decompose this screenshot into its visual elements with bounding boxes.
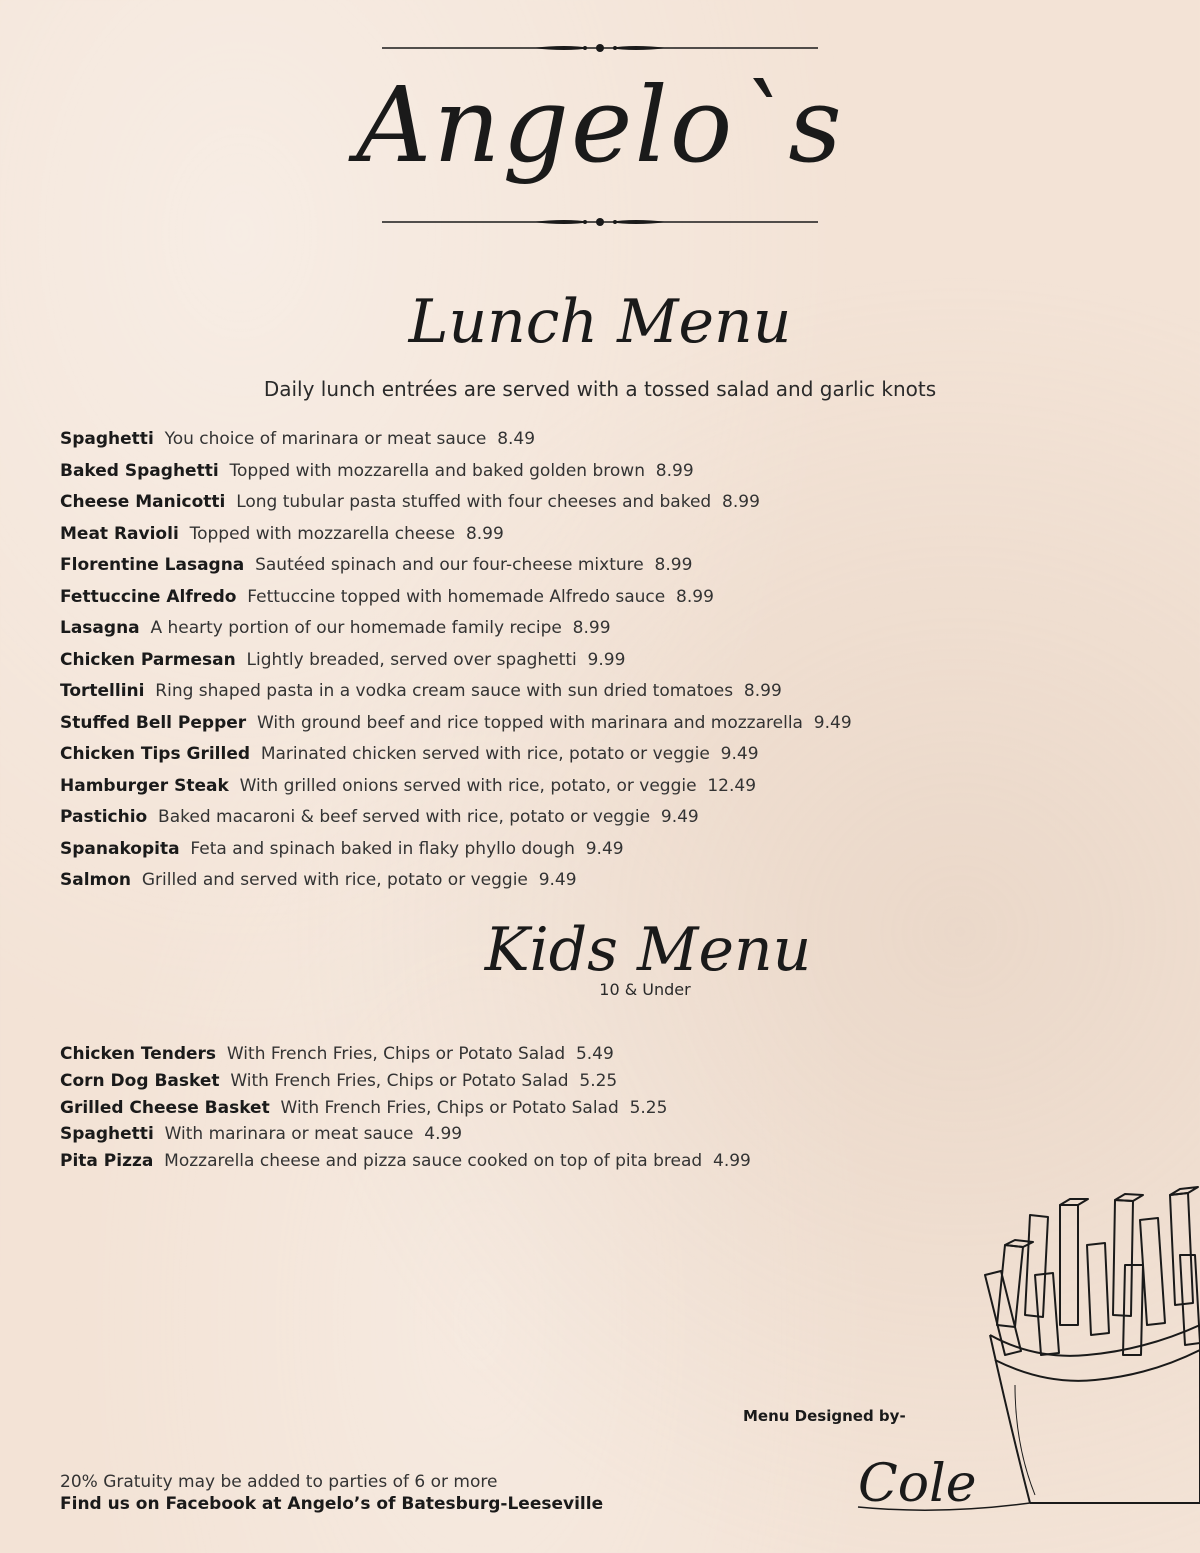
menu-item-price: 8.99 [572, 618, 611, 638]
lunch-menu-subtitle: Daily lunch entrées are served with a tossed salad and garlic knots [263, 377, 937, 401]
ornamental-rule-bottom-icon [382, 212, 818, 232]
menu-item-price: 9.99 [587, 649, 626, 670]
menu-item-description: Fettuccine topped with homemade Alfredo sauce [247, 586, 666, 607]
menu-item-price: 8.99 [676, 586, 714, 607]
kids-menu-title: Kids Menu [484, 915, 812, 985]
menu-item-price: 4.99 [713, 1151, 751, 1172]
menu-item-price: 4.99 [424, 1124, 463, 1145]
menu-item-description: Topped with mozzarella cheese [189, 523, 456, 544]
menu-item-description: Long tubular pasta stuffed with four cheeses and baked [236, 492, 712, 512]
menu-item-description: With marinara or meat sauce [164, 1124, 414, 1145]
menu-item [60, 552, 1060, 584]
menu-item-description: Baked macaroni & beef served with rice, potato or veggie [158, 807, 651, 827]
menu-item-name: Hamburger Steak [60, 775, 229, 796]
menu-item-price: 9.49 [813, 712, 852, 733]
facebook-note: Find us on Facebook at Angelo’s of Batesburg-Leeseville [60, 1494, 604, 1514]
menu-item-price: 8.99 [722, 492, 760, 512]
menu-item-name: Chicken Tips Grilled [60, 744, 251, 764]
menu-item [60, 521, 1060, 553]
menu-item-description: With French Fries, Chips or Potato Salad [280, 1097, 619, 1118]
menu-item-name: Florentine Lasagna [60, 555, 245, 575]
menu-item-price: 12.49 [707, 775, 757, 796]
menu-item-price: 5.25 [579, 1070, 618, 1091]
menu-item-price: 5.25 [629, 1097, 668, 1118]
menu-item-price: 8.99 [654, 555, 693, 575]
menu-item-name: Fettuccine Alfredo [60, 586, 237, 607]
svg-text:Cole: Cole [858, 1454, 977, 1514]
menu-item-description: Ring shaped pasta in a vodka cream sauce with sun dried tomatoes [155, 681, 734, 701]
menu-item-name: Spanakopita [60, 838, 180, 859]
menu-item [60, 647, 1060, 679]
menu-item-description: With French Fries, Chips or Potato Salad [230, 1070, 569, 1091]
menu-item-name: Tortellini [60, 681, 145, 701]
menu-item-price: 9.49 [538, 870, 577, 890]
kids-menu-list [60, 1042, 1060, 1176]
menu-item-description: Grilled and served with rice, potato or veggie [141, 870, 528, 890]
menu-item [60, 678, 1060, 710]
menu-item [60, 867, 1060, 899]
menu-item-name: Meat Ravioli [60, 523, 179, 544]
menu-item [60, 584, 1060, 616]
menu-item-description: Lightly breaded, served over spaghetti [246, 649, 577, 670]
menu-item [60, 804, 1060, 836]
menu-item-name: Grilled Cheese Basket [60, 1097, 270, 1118]
menu-item-description: With French Fries, Chips or Potato Salad [226, 1044, 566, 1064]
menu-item-description: Sautéed spinach and our four-cheese mixture [255, 555, 644, 575]
menu-item-price: 8.99 [655, 460, 694, 481]
menu-item-name: Baked Spaghetti [60, 460, 219, 481]
menu-item-description: Mozzarella cheese and pizza sauce cooked on top of pita bread [164, 1151, 703, 1172]
menu-item-description: Feta and spinach baked in flaky phyllo dough [190, 838, 575, 859]
lunch-menu-title: Lunch Menu [408, 287, 792, 357]
menu-item-price: 9.49 [720, 744, 759, 764]
menu-item-name: Corn Dog Basket [60, 1070, 220, 1091]
menu-item-price: 8.99 [743, 681, 782, 701]
menu-item [60, 773, 1060, 805]
menu-item-name: Spaghetti [60, 1124, 154, 1145]
menu-item [60, 710, 1060, 742]
menu-item [60, 1096, 1060, 1123]
menu-item-price: 9.49 [585, 838, 624, 859]
ornamental-rule-top-icon [382, 38, 818, 58]
menu-item-name: Spaghetti [60, 429, 154, 449]
menu-item-description: With ground beef and rice topped with marinara and mozzarella [256, 712, 803, 733]
menu-item-name: Pastichio [60, 807, 148, 827]
menu-item [60, 1149, 1060, 1176]
menu-item-description: A hearty portion of our homemade family recipe [150, 618, 562, 638]
french-fries-icon [975, 1185, 1200, 1515]
menu-item-name: Lasagna [60, 618, 140, 638]
menu-item [60, 741, 1060, 773]
designer-credit: Menu Designed by- [743, 1407, 906, 1425]
kids-menu-subtitle: 10 & Under [599, 980, 691, 999]
menu-item [60, 1069, 1060, 1096]
restaurant-name: Angelo`s [356, 64, 844, 186]
menu-item-description: Marinated chicken served with rice, potato or veggie [260, 744, 710, 764]
menu-item [60, 426, 1060, 458]
menu-item-description: Topped with mozzarella and baked golden brown [229, 460, 645, 481]
menu-item-price: 8.49 [497, 429, 536, 449]
menu-item [60, 615, 1060, 647]
menu-item-name: Salmon [60, 870, 132, 890]
menu-item [60, 458, 1060, 490]
gratuity-note: 20% Gratuity may be added to parties of 6 or more [60, 1472, 498, 1492]
menu-item-name: Cheese Manicotti [60, 492, 226, 512]
menu-item-description: With grilled onions served with rice, potato, or veggie [239, 775, 697, 796]
menu-item-price: 8.99 [465, 523, 504, 544]
menu-item-description: You choice of marinara or meat sauce [164, 429, 487, 449]
menu-item [60, 1122, 1060, 1149]
menu-item [60, 836, 1060, 868]
menu-item-price: 9.49 [660, 807, 699, 827]
menu-item-name: Stuffed Bell Pepper [60, 712, 247, 733]
menu-item-price: 5.49 [575, 1044, 614, 1064]
menu-item-name: Chicken Parmesan [60, 649, 236, 670]
lunch-menu-list [60, 426, 1060, 899]
menu-item [60, 489, 1060, 521]
menu-item [60, 1042, 1060, 1069]
menu-item-name: Pita Pizza [60, 1151, 154, 1172]
menu-item-name: Chicken Tenders [60, 1044, 217, 1064]
